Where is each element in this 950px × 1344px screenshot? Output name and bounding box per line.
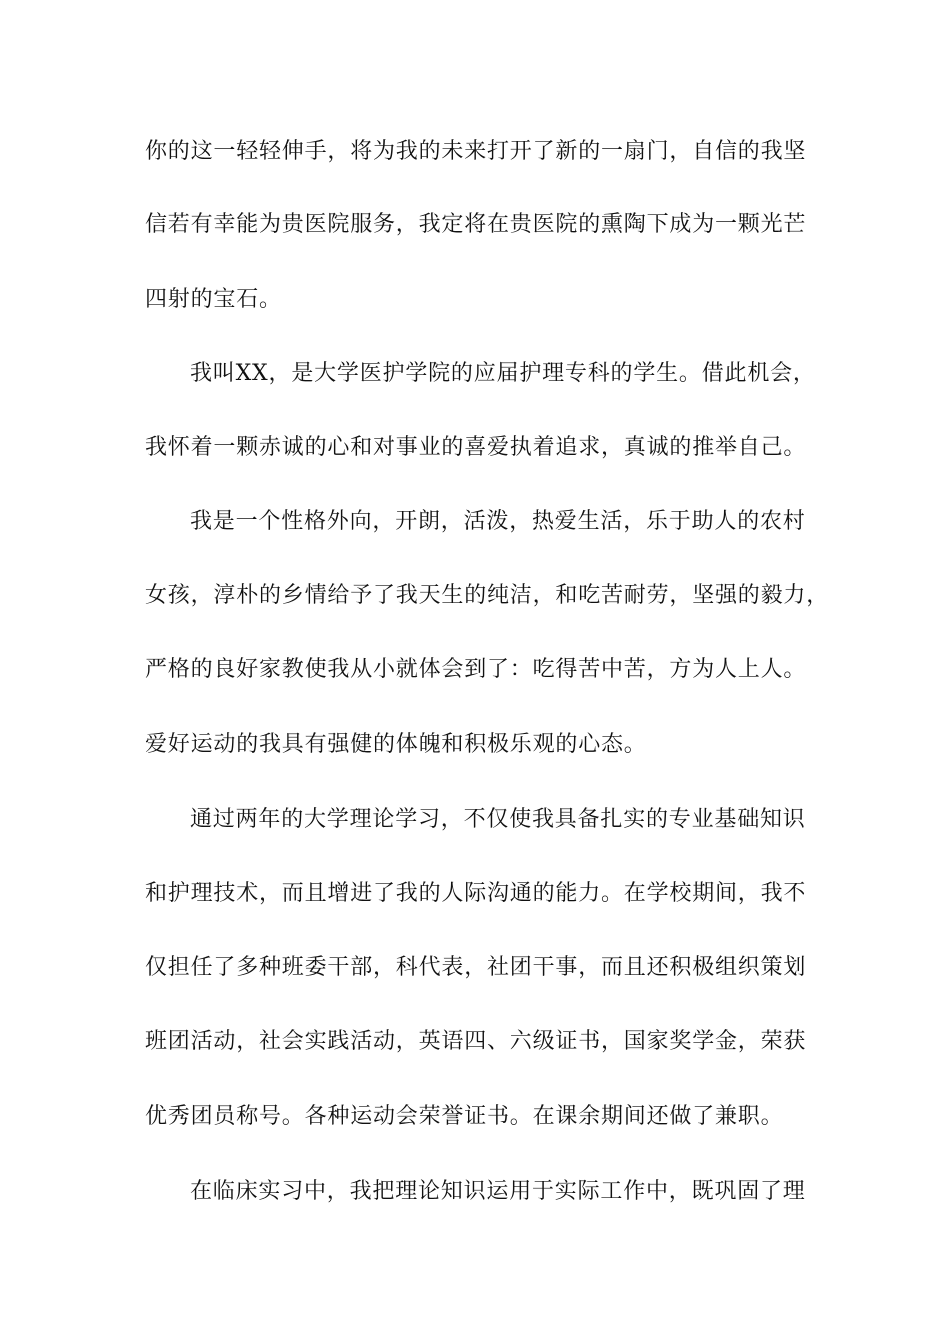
paragraph-first-line: 我叫XX，是大学医护学院的应届护理专科的学生。借此机会， <box>190 361 816 386</box>
paragraph-first-line: 我是一个性格外向，开朗，活泼，热爱生活，乐于助人的农村 <box>190 509 806 534</box>
text-line: 女孩，淳朴的乡情给予了我天生的纯洁，和吃苦耐劳，坚强的毅力， <box>145 583 830 608</box>
text-line: 仅担任了多种班委干部，科代表，社团干事，而且还积极组织策划 <box>145 955 807 980</box>
text-line: 我怀着一颗赤诚的心和对事业的喜爱执着追求，真诚的推举自己。 <box>145 435 807 460</box>
text-line: 爱好运动的我具有强健的体魄和积极乐观的心态。 <box>145 732 647 757</box>
text-line: 四射的宝石。 <box>145 287 282 312</box>
text-line: 严格的良好家教使我从小就体会到了：吃得苦中苦，方为人上人。 <box>145 657 807 682</box>
text-line: 信若有幸能为贵医院服务，我定将在贵医院的熏陶下成为一颗光芒 <box>145 212 807 237</box>
text-line: 你的这一轻轻伸手，将为我的未来打开了新的一扇门，自信的我坚 <box>145 139 807 164</box>
text-line: 和护理技术，而且增进了我的人际沟通的能力。在学校期间，我不 <box>145 881 807 906</box>
text-line: 班团活动，社会实践活动，英语四、六级证书，国家奖学金，荣获 <box>145 1029 807 1054</box>
paragraph-first-line: 在临床实习中，我把理论知识运用于实际工作中，既巩固了理 <box>190 1179 806 1204</box>
paragraph-first-line: 通过两年的大学理论学习，不仅使我具备扎实的专业基础知识 <box>190 807 806 832</box>
text-line: 优秀团员称号。各种运动会荣誉证书。在课余期间还做了兼职。 <box>145 1104 784 1129</box>
